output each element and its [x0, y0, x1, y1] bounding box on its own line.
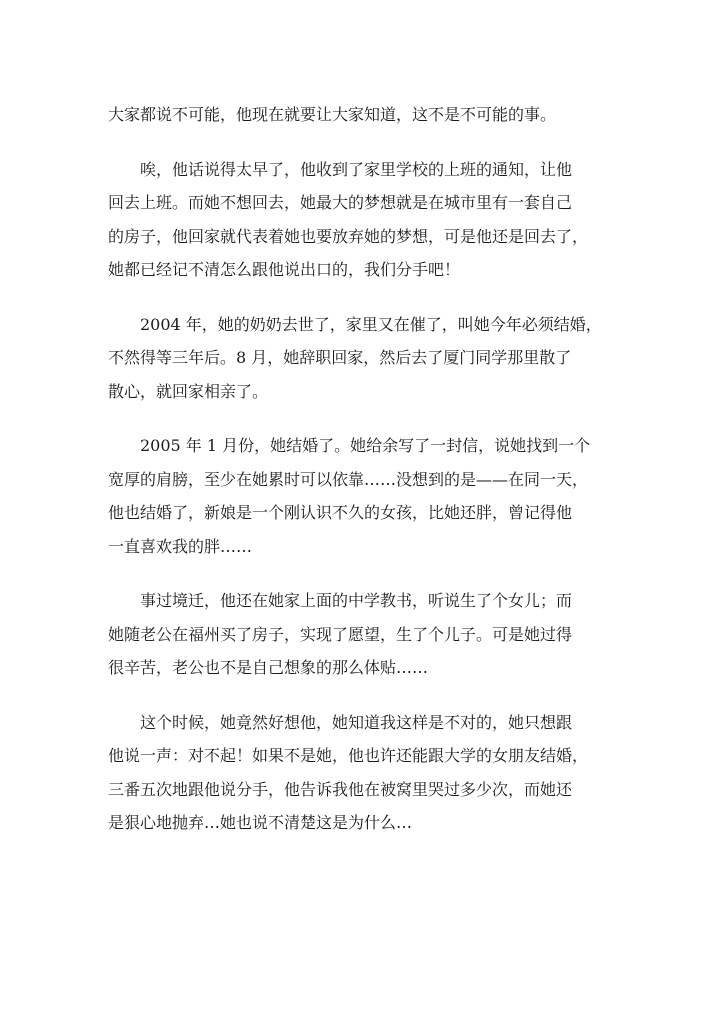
- paragraph-line: 她随老公在福州买了房子，实现了愿望，生了个儿子。可是她过得: [108, 624, 573, 644]
- paragraph-line: 2004 年，她的奶奶去世了，家里又在催了，叫她今年必须结婚，: [140, 314, 602, 334]
- paragraph-4: [108, 429, 628, 563]
- document-page: [108, 98, 628, 861]
- paragraph-line: 2005 年 1 月份，她结婚了。她给余写了一封信，说她找到一个: [140, 436, 591, 455]
- paragraph-line: 她都已经记不清怎么跟他说出口的，我们分手吧！: [108, 260, 461, 279]
- paragraph-1: [108, 98, 628, 132]
- paragraph-line: 一直喜欢我的胖……: [108, 536, 253, 556]
- paragraph-line: 他说一声：对不起！如果不是她，他也许还能跟大学的女朋友结婚，: [108, 746, 589, 765]
- paragraph-line: 不然得等三年后。8 月，她辞职回家，然后去了厦门同学那里散了: [108, 348, 572, 367]
- paragraph-line: 唉，他话说得太早了，他收到了家里学校的上班的通知，让他: [140, 159, 573, 179]
- paragraph-6: [108, 706, 628, 840]
- paragraph-line: 很辛苦，老公也不是自己想象的那么体贴……: [108, 658, 429, 677]
- paragraph-line: 宽厚的肩膀，至少在她累时可以依靠……没想到的是——在同一天，: [108, 469, 589, 489]
- paragraph-3: [108, 308, 628, 409]
- paragraph-line: 的房子，他回家就代表着她也要放弃她的梦想，可是他还是回去了，: [108, 226, 589, 246]
- paragraph-line: 散心，就回家相亲了。: [108, 381, 269, 401]
- paragraph-line: 回去上班。而她不想回去，她最大的梦想就是在城市里有一套自己: [108, 193, 573, 212]
- paragraph-2: [108, 153, 628, 287]
- paragraph-line: 是狠心地抛弃…她也说不清楚这是为什么…: [108, 813, 413, 832]
- paragraph-line: 这个时候，她竟然好想他，她知道我这样是不对的，她只想跟: [140, 712, 573, 732]
- paragraph-line: 他也结婚了，新娘是一个刚认识不久的女孩，比她还胖，曾记得他: [108, 503, 573, 522]
- paragraph-5: [108, 584, 628, 685]
- paragraph-line: 事过境迁，他还在她家上面的中学教书，听说生了个女儿；而: [140, 591, 573, 610]
- paragraph-line: 三番五次地跟他说分手，他告诉我他在被窝里哭过多少次，而她还: [108, 779, 573, 799]
- paragraph-line: 大家都说不可能，他现在就要让大家知道，这不是不可能的事。: [108, 105, 557, 124]
